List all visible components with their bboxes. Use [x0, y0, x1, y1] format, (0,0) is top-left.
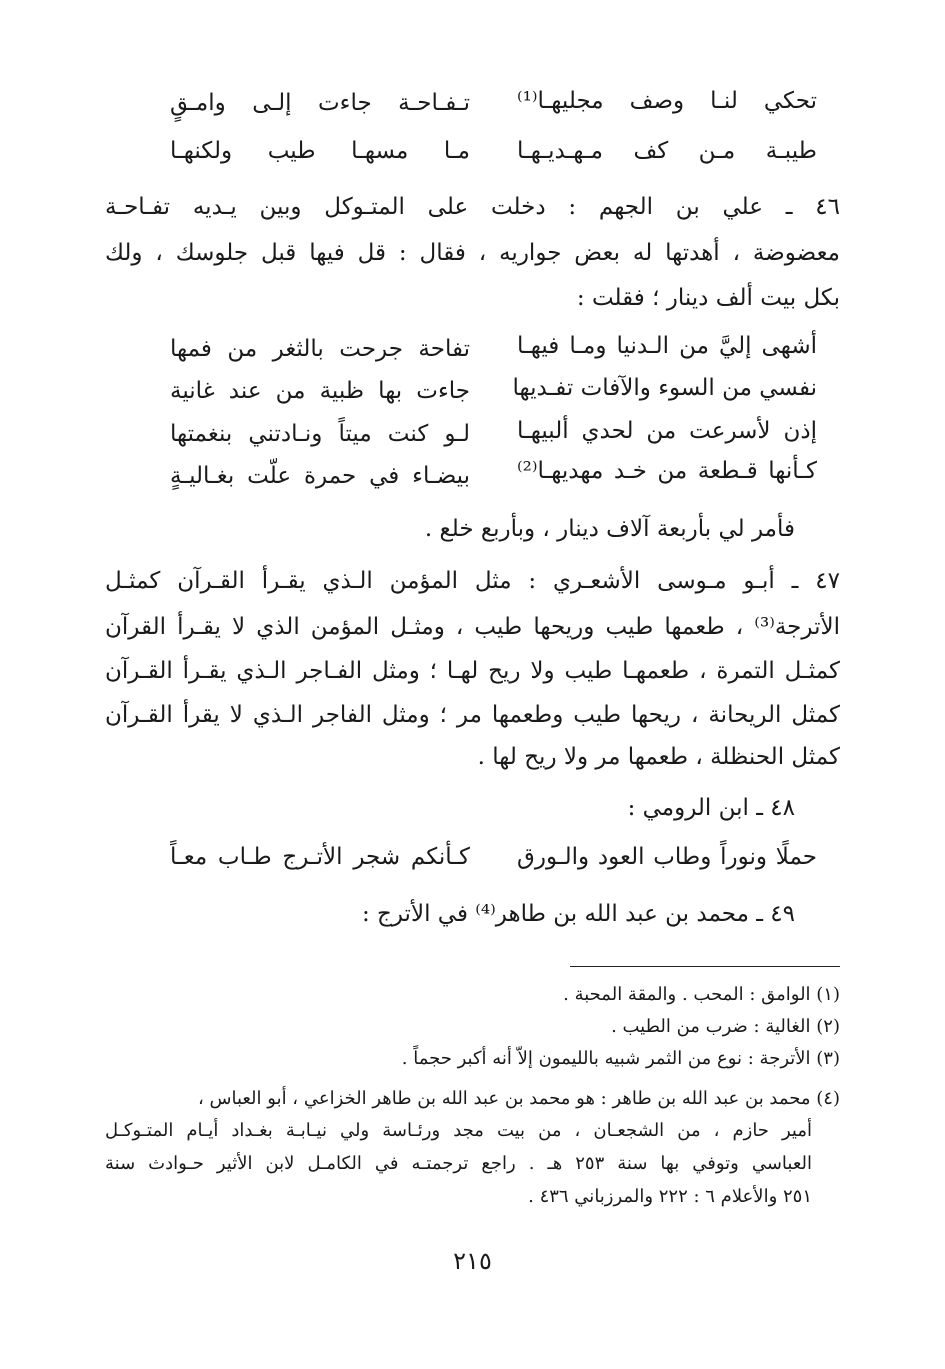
para-46-line-3: بكل بيت ألف دينار ؛ فقلت : — [576, 285, 840, 311]
para-47-line-1: ٤٧ ـ أبـو مـوسى الأشعـري : مثل المؤمن الـذي يقـرأ القـرآن كمثـل — [105, 568, 840, 594]
footnote-4-line-2: أمير حازم ، من الشجعـان ، من بيت مجد ورئـاسة ولي نيـابـة بغـداد أيـام المتـوكـل — [105, 1120, 812, 1141]
footnote-4-line-3: العباسي وتوفي بها سنة ٢٥٣ هـ . راجع ترجمتـه في الكامـل لابن الأثير حـوادث سنة — [105, 1153, 812, 1174]
verse-46-4-second: كـأنها قـطعة من خـد مهديهـا⁽²⁾ — [517, 458, 817, 484]
verse-46-2-first: جاءت بها ظبية من عند غانية — [170, 378, 470, 404]
para-47-line-2: الأترجة⁽³⁾ ، طعمها طيب وريحها طيب ، ومثـل المؤمن الذي لا يقـرأ القرآن — [105, 614, 840, 640]
verse-46-3-second: إذن لأسرعت من لحدي ألبيهـا — [517, 418, 817, 444]
footnote-2: (٢) الغالية : ضرب من الطيب . — [611, 1016, 840, 1037]
verse-1-first-hemistich: تـفـاحـة جاءت إلـى وامـقٍ — [170, 90, 470, 116]
para-47-line-3: كمثـل التمرة ، طعمهـا طيب ولا ريح لهـا ؛ ومثل الفـاجر الـذي يقـرأ القـرآن — [105, 658, 840, 684]
verse-46-1-second: أشهى إليَّ من الـدنيا ومـا فيهـا — [517, 333, 817, 359]
para-47-line-4: كمثل الريحانة ، ريحها طيب وطعمها مر ؛ ومثل الفاجر الـذي لا يقرأ القـرآن — [105, 702, 840, 728]
verse-46-3-first: لـو كنت ميتاً ونـادتني بنغمتها — [170, 421, 470, 447]
footnote-4: (٤) محمد بن عبد الله بن طاهر : هو محمد بن عبد الله بن طاهر الخزاعي ، أبو العباس ، — [197, 1088, 840, 1109]
footnote-3: (٣) الأترجة : نوع من الثمر شبيه بالليمون إلاّ أنه أكبر حجماً . — [401, 1048, 840, 1069]
para-47-line-5: كمثل الحنظلة ، طعمها مر ولا ريح لها . — [477, 744, 840, 770]
footnote-4-line-4: ٢٥١ والأعلام ٦ : ٢٢٢ والمرزباني ٤٣٦ . — [528, 1186, 812, 1207]
para-48-heading: ٤٨ ـ ابن الرومي : — [627, 795, 795, 821]
footnote-1: (١) الوامق : المحب . والمقة المحبة . — [563, 984, 840, 1005]
verse-46-2-second: نفسي من السوء والآفات تفـديها — [512, 375, 817, 401]
verse-1-second-hemistich: تحكي لنـا وصف مجليهـا⁽¹⁾ — [517, 88, 817, 114]
verse-46-1-first: تفاحة جرحت بالثغر من فمها — [170, 336, 470, 362]
verse-48-first: كـأنكم شجر الأتـرج طـاب معـاً — [170, 844, 470, 870]
footnote-separator — [570, 966, 840, 967]
verse-48-second: حملًا ونوراً وطاب العود والـورق — [517, 844, 817, 870]
para-46-conclusion: فأمر لي بأربعة آلاف دينار ، وبأربع خلع . — [424, 516, 795, 542]
verse-46-4-first: بيضـاء في حمرة علّت بغـاليـةٍ — [170, 463, 470, 489]
para-46-line-1: ٤٦ ـ علي بن الجهم : دخلت على المتـوكل وبين يـديه تفـاحـة — [105, 194, 840, 220]
verse-2-second-hemistich: طيبـة مـن كف مـهـديـهـا — [517, 138, 817, 164]
para-46-line-2: معضوضة ، أهدتها له بعض جواريه ، فقال : قل فيها قبل جلوسك ، ولك — [105, 240, 840, 266]
para-49-heading: ٤٩ ـ محمد بن عبد الله بن طاهر⁽⁴⁾ في الأترج : — [361, 901, 795, 927]
page-number: ٢١٥ — [453, 1247, 492, 1275]
verse-2-first-hemistich: مـا مسهـا طيب ولكنهـا — [170, 138, 470, 164]
